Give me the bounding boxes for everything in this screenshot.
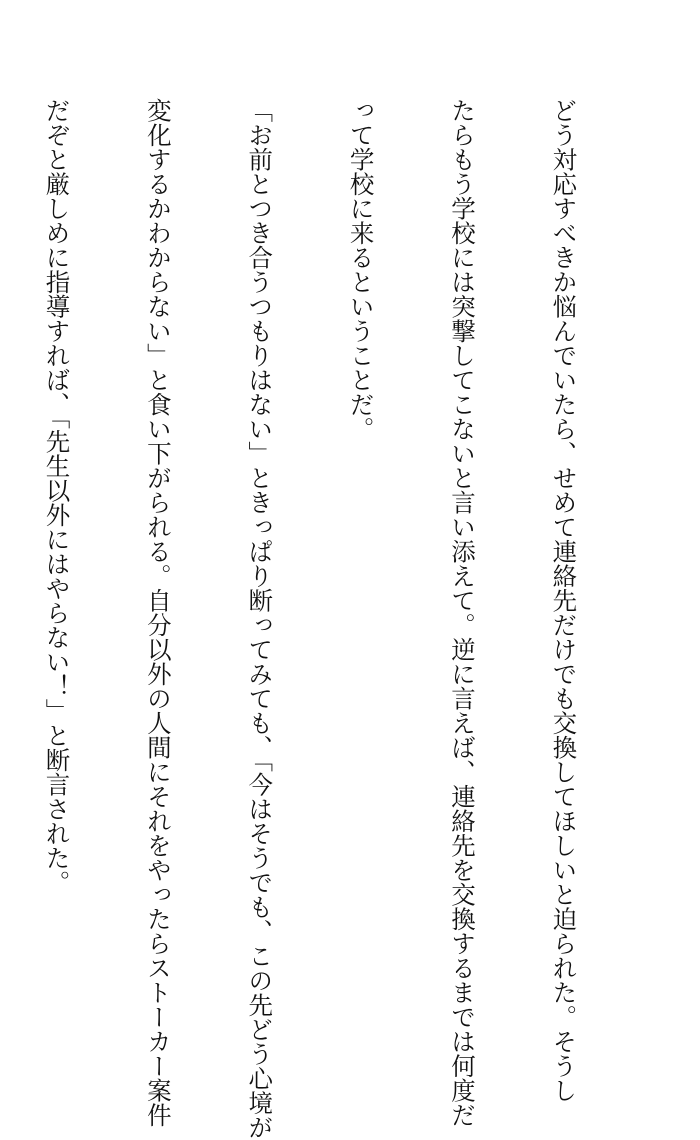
text-line-5: 変化するかわからない」と食い下がられる。自分以外の人間にそれをやったらストーカー案件	[143, 98, 173, 1127]
text-line-2: たらもう学校には突撃してこないと言い添えて。逆に言えば、連絡先を交換するまでは何度だ	[448, 98, 478, 1127]
text-line-4: 「お前とつき合うつもりはない」ときっぱり断ってみても、「今はそうでも、この先どう心境が	[245, 98, 275, 1140]
text-line-3: って学校に来るということだ。	[346, 98, 376, 441]
text-line-1: どう対応すべきか悩んでいたら、せめて連絡先だけでも交換してほしいと迫られた。そうし	[549, 98, 579, 1103]
vertical-text-body	[38, 98, 648, 1140]
text-line-6: だぞと厳しめに指導すれば、「先生以外にはやらない！」と断言された。	[42, 98, 72, 895]
